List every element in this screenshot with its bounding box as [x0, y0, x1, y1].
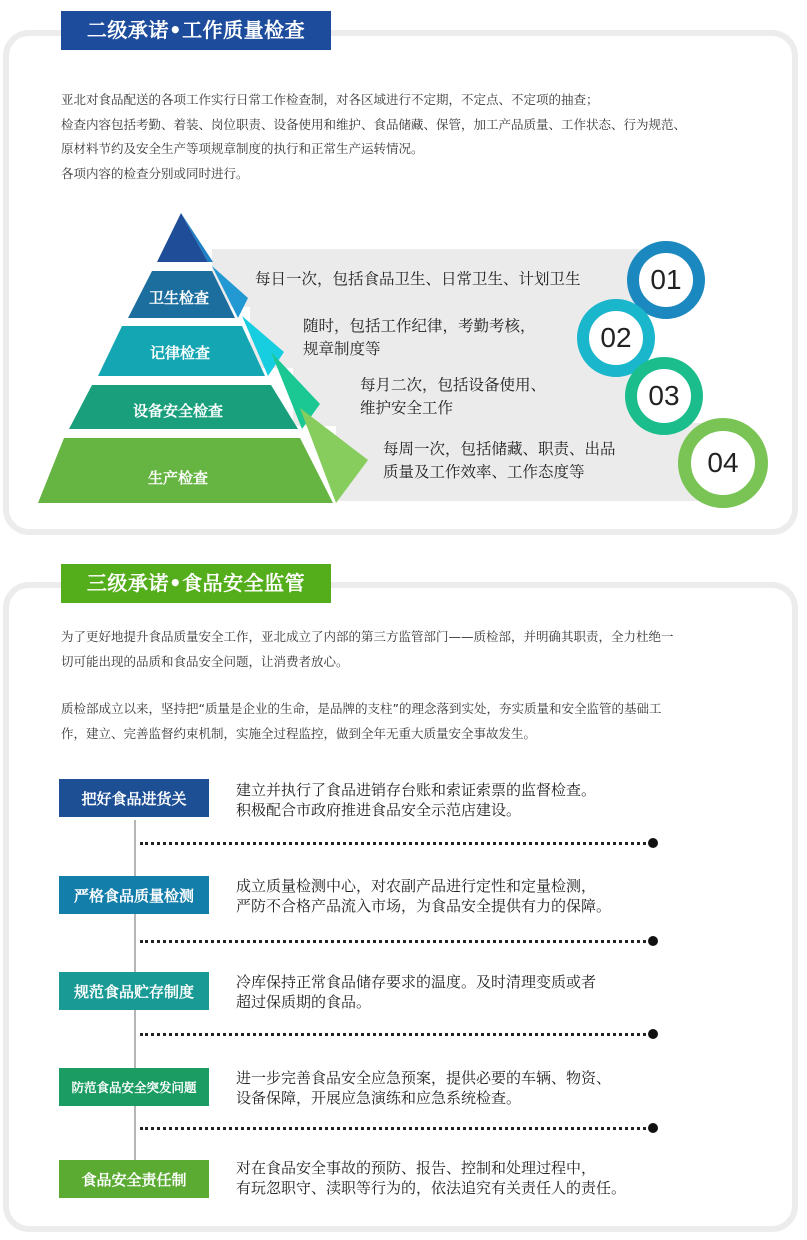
tag-emergency-prevention: 防范食品安全突发问题 — [59, 1068, 209, 1106]
section-title-quality-check: 二级承诺•工作质量检查 — [61, 11, 331, 50]
intro-line: 为了更好地提升食品质量安全工作，亚北成立了内部的第三方监管部门——质检部，并明确其职责，全力杜绝一 — [61, 629, 674, 644]
divider-end-dot — [648, 1123, 658, 1133]
item-3-description — [236, 972, 596, 1012]
tag-responsibility-system: 食品安全责任制 — [59, 1160, 209, 1198]
dotted-divider — [140, 940, 652, 943]
item-5-line: 对在食品安全事故的预防、报告、控制和处理过程中， — [236, 1159, 597, 1177]
food-safety-intro-2 — [61, 697, 761, 746]
tag-purchase-control: 把好食品进货关 — [59, 779, 209, 817]
tier-4-line: 每周一次，包括储藏、职责、出品 — [383, 440, 616, 458]
divider-end-dot — [648, 838, 658, 848]
tier-4-description — [383, 438, 616, 484]
tier-label-hygiene: 卫生检查 — [148, 289, 210, 307]
divider-end-dot — [648, 936, 658, 946]
food-safety-intro-1 — [61, 625, 761, 674]
dotted-divider — [140, 1127, 652, 1130]
intro-line: 各项内容的检查分别或同时进行。 — [61, 165, 249, 181]
item-3-line: 超过保质期的食品。 — [236, 993, 372, 1011]
dotted-divider — [140, 842, 652, 845]
item-4-line: 设备保障，开展应急演练和应急系统检查。 — [236, 1089, 522, 1107]
tier-label-equipment: 设备安全检查 — [132, 402, 224, 420]
intro-line: 检查内容包括考勤、着装、岗位职责、设备使用和维护、食品储藏、保管，加工产品质量、工作状态、行为规范、 — [61, 116, 687, 132]
tier-2-line: 规章制度等 — [303, 340, 381, 358]
tier-3-description — [360, 374, 546, 420]
divider-end-dot — [648, 1029, 658, 1039]
tier-3-line: 每月二次，包括设备使用、 — [360, 376, 547, 394]
item-1-description — [236, 780, 596, 820]
tier-label-discipline: 记律检查 — [149, 344, 211, 362]
intro-line: 亚北对食品配送的各项工作实行日常工作检查制，对各区域进行不定期，不定点、不定项的抽查； — [61, 92, 599, 107]
item-1-line: 积极配合市政府推进食品安全示范店建设。 — [236, 801, 522, 819]
tier-number-03: 03 — [625, 357, 703, 435]
item-3-line: 冷库保持正常食品储存要求的温度。及时清理变质或者 — [236, 973, 597, 991]
tier-2-description — [303, 315, 536, 361]
tier-label-production: 生产检查 — [147, 469, 209, 487]
pyramid-top-front — [157, 213, 208, 262]
dotted-divider — [140, 1033, 652, 1036]
tier-number-01: 01 — [627, 241, 705, 319]
tier-1-description — [255, 268, 581, 291]
intro-line: 质检部成立以来，坚持把“质量是企业的生命，是品牌的支柱”的理念落到实处，夯实质量和安全监管的基础工 — [61, 701, 662, 716]
section-title-food-safety: 三级承诺•食品安全监管 — [61, 564, 331, 603]
item-2-line: 严防不合格产品流入市场，为食品安全提供有力的保障。 — [236, 897, 612, 915]
item-5-line: 有玩忽职守、渎职等行为的，依法追究有关责任人的责任。 — [236, 1179, 627, 1197]
item-1-line: 建立并执行了食品进销存台账和索证索票的监督检查。 — [236, 781, 597, 799]
tier-3-line: 维护安全工作 — [360, 399, 454, 417]
tag-storage-rules: 规范食品贮存制度 — [59, 972, 209, 1010]
item-5-description — [236, 1158, 626, 1198]
tier-number-04: 04 — [678, 418, 768, 508]
tag-quality-testing: 严格食品质量检测 — [59, 876, 209, 914]
intro-line: 作，建立、完善监督约束机制，实施全过程监控，做到全年无重大质量安全事故发生。 — [61, 725, 537, 741]
item-4-line: 进一步完善食品安全应急预案，提供必要的车辆、物资、 — [236, 1069, 612, 1087]
item-2-line: 成立质量检测中心，对农副产品进行定性和定量检测， — [236, 877, 597, 895]
tier-2-line: 随时，包括工作纪律，考勤考核， — [303, 317, 536, 335]
tier-1-line: 每日一次，包括食品卫生、日常卫生、计划卫生 — [255, 270, 581, 288]
intro-line: 切可能出现的品质和食品安全问题，让消费者放心。 — [61, 653, 349, 669]
tier-4-line: 质量及工作效率、工作态度等 — [383, 463, 585, 481]
intro-line: 原材料节约及安全生产等项规章制度的执行和正常生产运转情况。 — [61, 141, 424, 156]
item-4-description — [236, 1068, 611, 1108]
tier-number-02: 02 — [577, 299, 655, 377]
item-2-description — [236, 876, 611, 916]
